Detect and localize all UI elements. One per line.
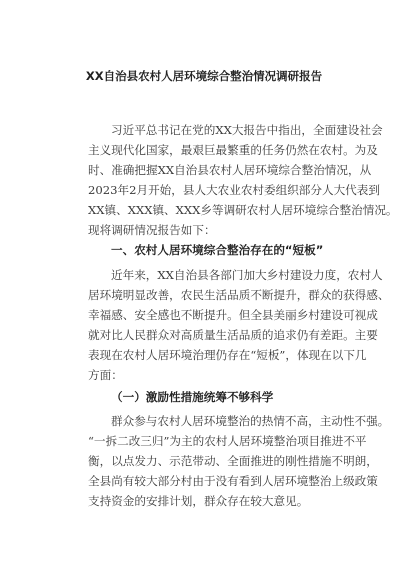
- subsection-heading: （一）激励性措施统筹不够科学: [111, 390, 274, 404]
- subsection-body-line-5: 支持资金的安排计划，群众存在较大意见。: [88, 494, 309, 508]
- subsection-body-line-3: 衡，以点发力、示范带动、全面推进的刚性措施不明朗，: [88, 454, 378, 468]
- intro-line-1: 习近平总书记在党的XX大报告中指出，全面建设社会: [111, 123, 383, 137]
- section-body-line-1: 近年来，XX自治县各部门加大乡村建设力度，农村人: [111, 268, 383, 282]
- section-body-line-6: 方面：: [88, 368, 123, 382]
- subsection-body-line-1: 群众参与农村人居环境整治的热情不高，主动性不强。: [111, 414, 390, 428]
- intro-line-6: 现将调研情况报告如下：: [88, 223, 216, 237]
- intro-line-5: XX镇、XXX镇、XXX乡等调研农村人居环境综合整治情况。: [88, 203, 398, 217]
- intro-line-2: 主义现代化国家，最艰巨最繁重的任务仍然在农村。为及: [88, 143, 378, 157]
- section-body-line-3: 幸福感、安全感也不断提升。但全县美丽乡村建设可视成: [88, 308, 378, 322]
- section-body-line-4: 就对比人民群众对高质量生活品质的追求仍有差距。主要: [88, 328, 378, 342]
- report-title: XX自治县农村人居环境综合整治情况调研报告: [85, 69, 323, 83]
- intro-line-4: 2023年2月开始，县人大农业农村委组织部分人大代表到: [88, 183, 380, 197]
- section-body-line-5: 表现在农村人居环境治理仍存在“短板”，体现在以下几: [88, 348, 367, 362]
- subsection-body-line-4: 全县尚有较大部分村由于没有看到人居环境整治上级政策: [88, 474, 378, 488]
- intro-line-3: 时、准确把握XX自治县农村人居环境综合整治情况，从: [88, 163, 372, 177]
- section-body-line-2: 居环境明显改善，农民生活品质不断提升，群众的获得感、: [88, 288, 390, 302]
- subsection-body-line-2: “一拆二改三归”为主的农村人居环境整治项目推进不平: [88, 434, 367, 448]
- section-heading: 一、农村人居环境综合整治存在的“短板”: [111, 243, 324, 257]
